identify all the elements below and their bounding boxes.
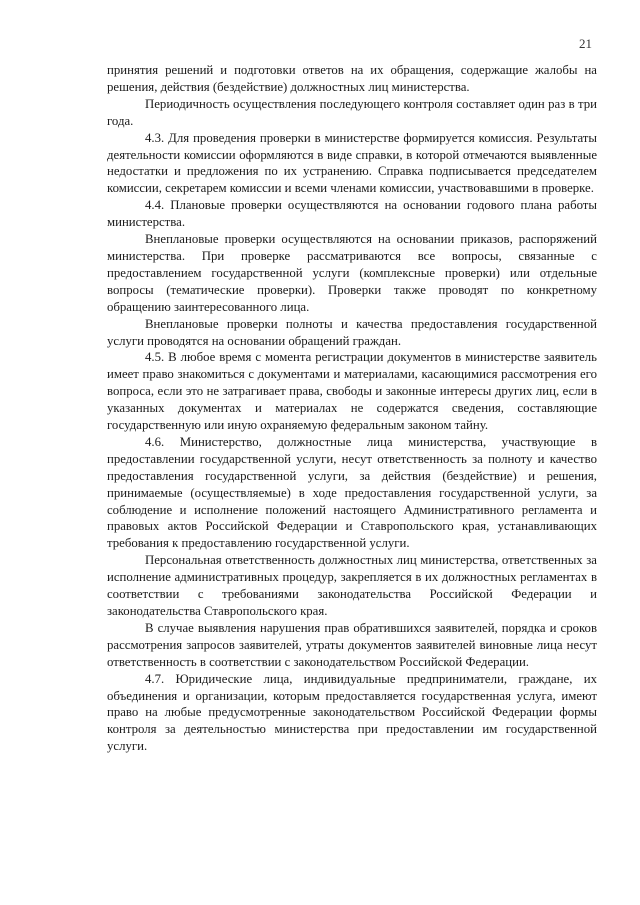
paragraph-control-frequency: Периодичность осуществления последующего контроля составляет один раз в три года. (107, 96, 597, 128)
paragraph-4-5: 4.5. В любое время с момента регистрации документов в министерстве заявитель имеет право знакомиться с документами и материалами, касающимися рассмотрения его вопроса, если это не затрагивает права, свободы и законные интересы других лиц, если в указанных документах и материалах не содержатся сведения, составляющие государственную или иную охраняемую федеральным законом тайну. (107, 350, 597, 433)
paragraph-4-4: 4.4. Плановые проверки осуществляются на основании годового плана работы министерства. (107, 198, 597, 230)
paragraph-unscheduled-quality-checks: Внеплановые проверки полноты и качества предоставления государственной услуги проводятся на основании обращений граждан. (107, 316, 597, 348)
paragraph-unscheduled-checks: Внеплановые проверки осуществляются на основании приказов, распоряжений министерства. При проверке рассматриваются все вопросы, связанные с предоставлением государственной услуги (комплексные проверки) или отдельные вопросы (тематические проверки). Проверки также проводят по конкретному обращению заинтересованного лица. (107, 232, 597, 314)
page-number: 21 (579, 36, 592, 51)
paragraph-violations: В случае выявления нарушения прав обратившихся заявителей, порядка и сроков рассмотрения запросов заявителей, утраты документов заявителей виновные лица несут ответственность в соответствии с законодательством Российской Федерации. (107, 620, 597, 669)
paragraph-4-7: 4.7. Юридические лица, индивидуальные предприниматели, граждане, их объединения и организации, которым предоставляется государственная услуга, имеют право на любые предусмотренные законодательством Российской Федерации формы контроля за деятельностью министерства при предоставлении им государственной услуги. (107, 671, 597, 754)
paragraph-continuation: принятия решений и подготовки ответов на их обращения, содержащие жалобы на решения, действия (бездействие) должностных лиц министерства. (107, 63, 597, 94)
paragraph-4-3: 4.3. Для проведения проверки в министерстве формируется комиссия. Результаты деятельности комиссии оформляются в виде справки, в которой отмечаются выявленные недостатки и предложения по их устранению. Справка подписывается председателем комиссии, секретарем комиссии и всеми членами комиссии, участвовавшими в проверке. (107, 130, 597, 196)
document-body (107, 62, 597, 755)
paragraph-4-6: 4.6. Министерство, должностные лица министерства, участвующие в предоставлении государственной услуги, несут ответственность за полноту и качество предоставления государственной услуги, за действия (бездействие) и решения, принимаемые (осуществляемые) в ходе предоставления государственной услуги, за соблюдение и исполнение положений настоящего Административного регламента и правовых актов Российской Федерации и Ставропольского края, устанавливающих требования к предоставлению государственной услуги. (107, 434, 597, 551)
paragraph-personal-responsibility: Персональная ответственность должностных лиц министерства, ответственных за исполнение административных процедур, закрепляется в их должностных регламентах в соответствии с требованиями законодательства Российской Федерации и законодательства Ставропольского края. (107, 553, 597, 618)
